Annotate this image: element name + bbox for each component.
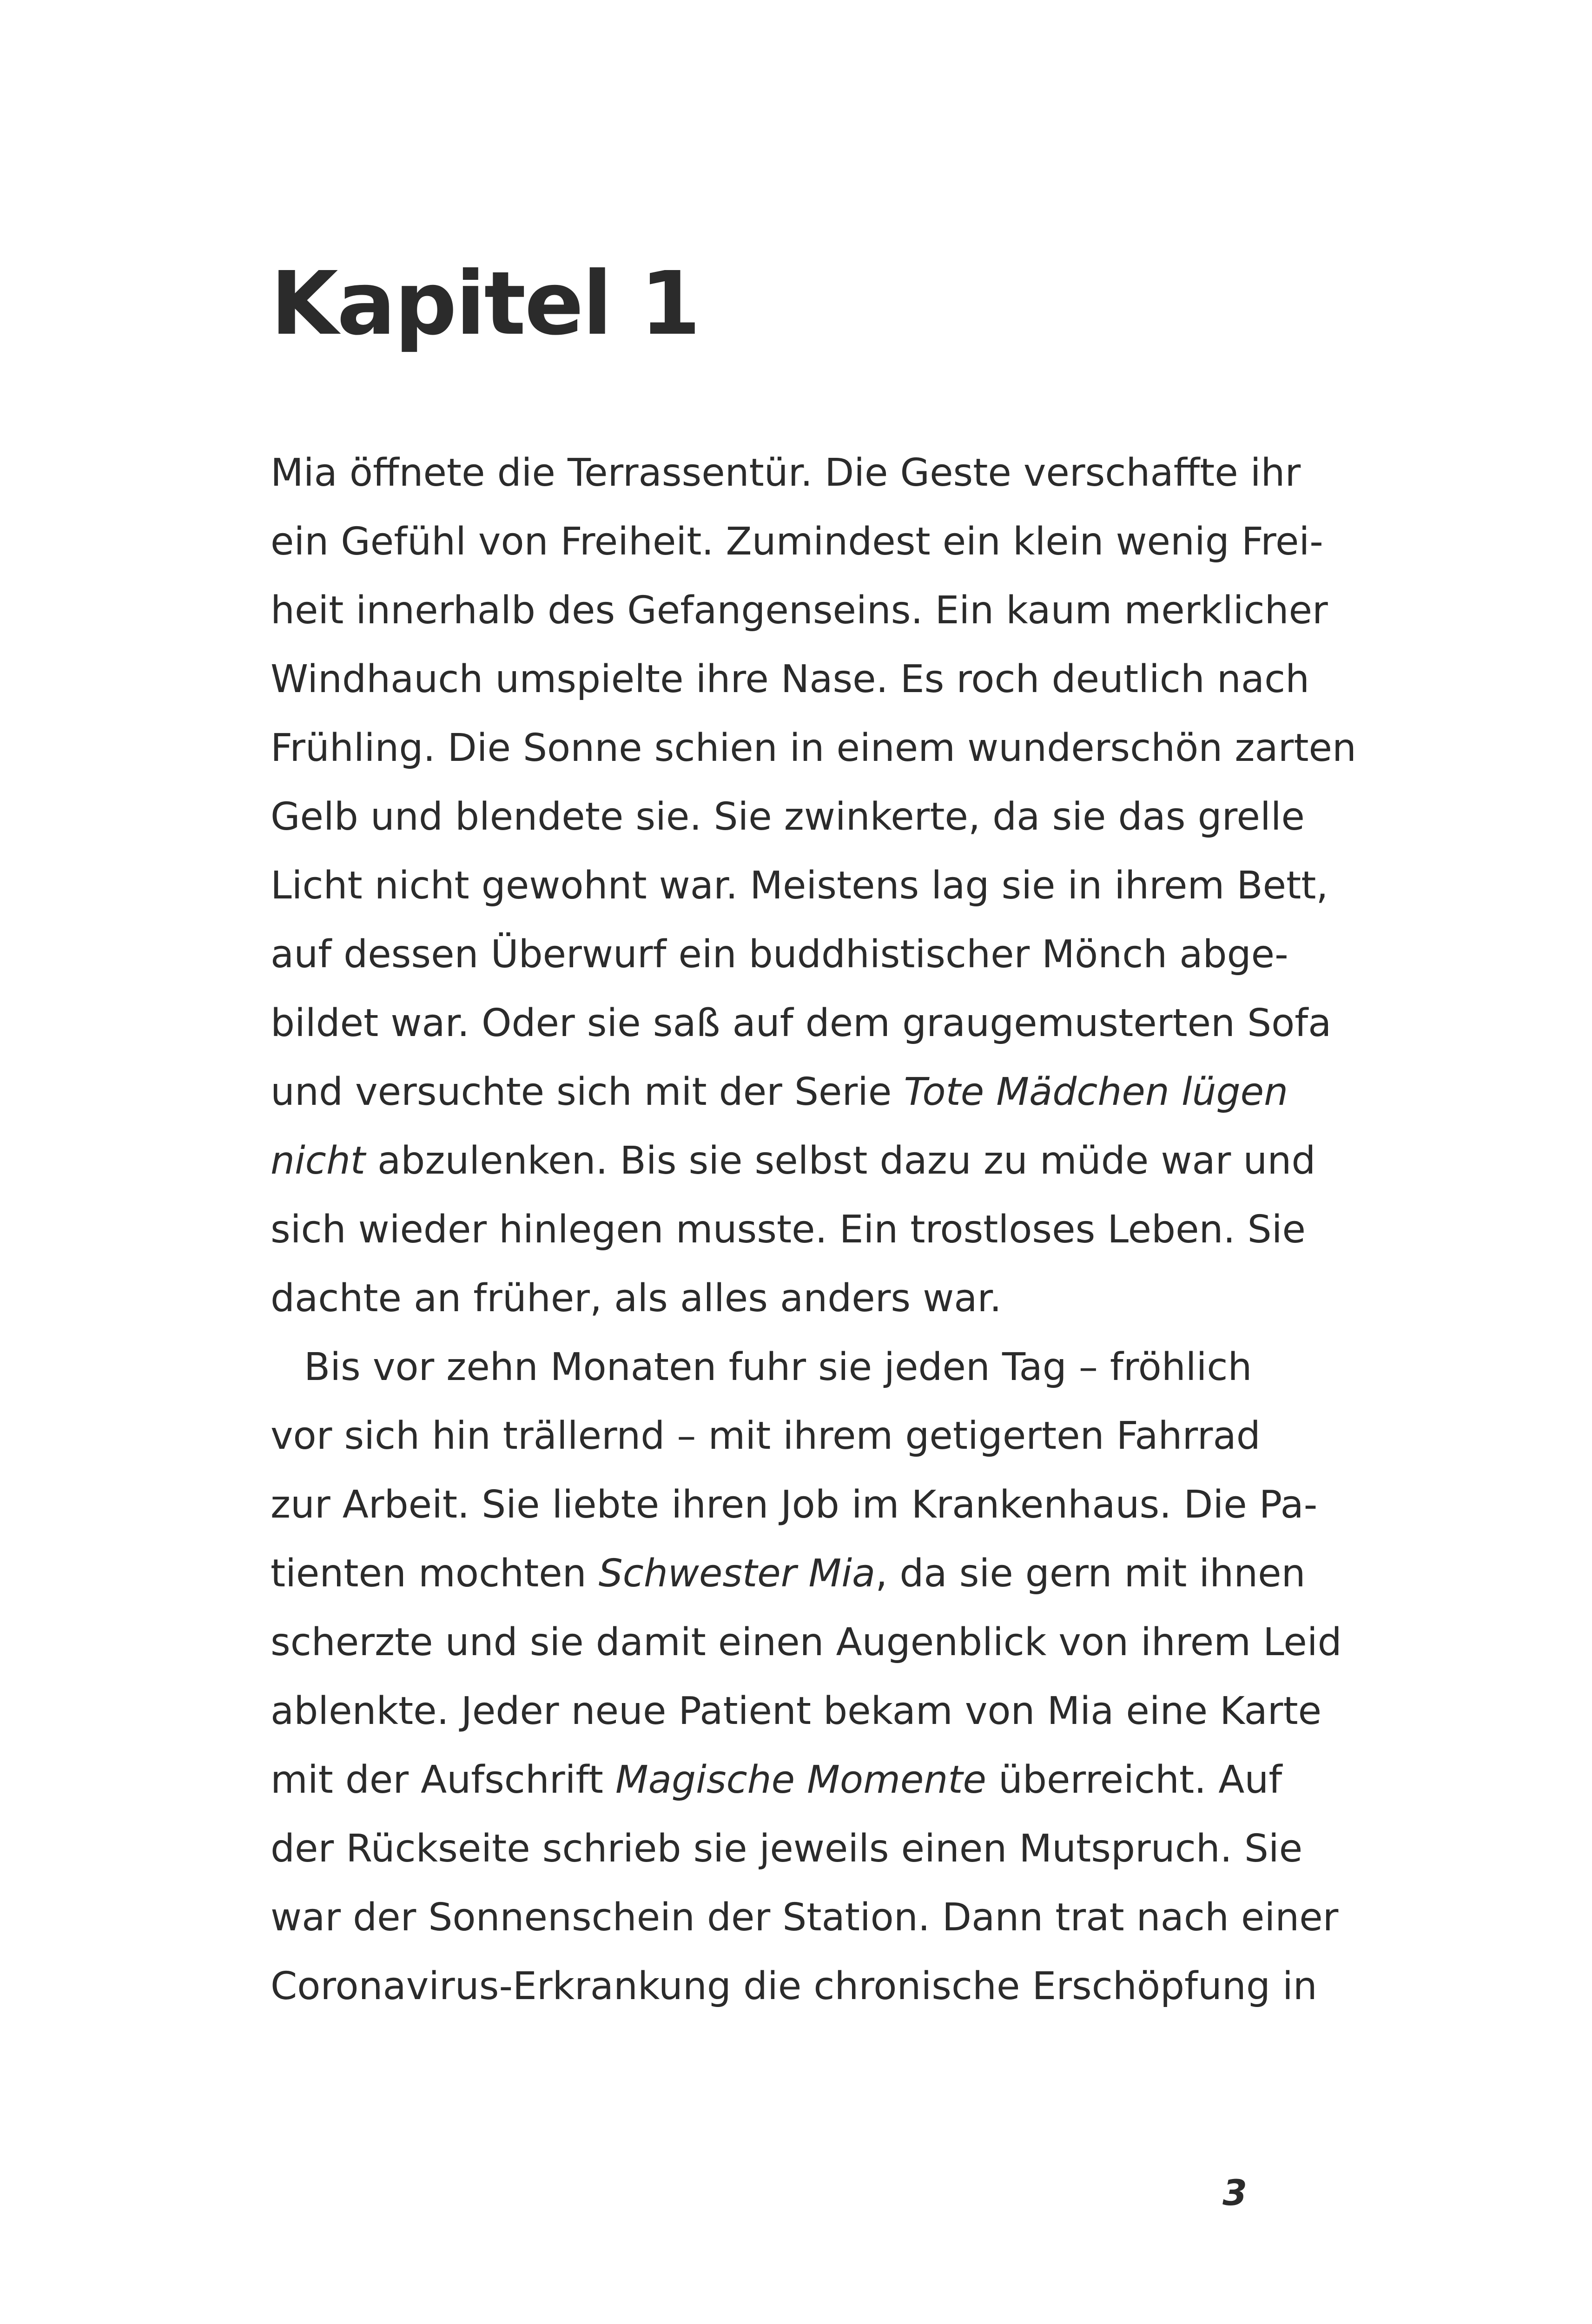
text-span: Bis vor zehn Monaten fuhr sie jeden Tag – fröhlich [304,1345,1252,1389]
text-line [271,1127,1316,1195]
italic-title: nicht [271,1139,365,1183]
text-line [271,1883,1339,1952]
text-line [271,1333,1252,1402]
text-span: vor sich hin trällernd – mit ihrem getigerten Fahrrad [271,1414,1261,1458]
italic-title: Magische Momente [615,1758,986,1802]
text-span: zur Arbeit. Sie liebte ihren Job im Krankenhaus. Die Pa- [271,1483,1318,1527]
text-span: überreicht. Auf [986,1758,1282,1802]
chapter-title: Kapitel 1 [271,253,700,355]
text-line [271,714,1356,783]
text-span: mit der Aufschrift [271,1758,616,1802]
page-number: 3 [1222,2172,1247,2213]
italic-name: Schwester Mia [598,1552,876,1596]
text-line [271,1608,1342,1677]
text-span: Frühling. Die Sonne schien in einem wunderschön zarten [271,726,1356,770]
text-span: ein Gefühl von Freiheit. Zumindest ein klein wenig Frei- [271,520,1323,564]
text-span: und versuchte sich mit der Serie [271,1070,904,1114]
text-line [271,1677,1322,1746]
paragraph-2 [271,1333,1342,2021]
text-span: Licht nicht gewohnt war. Meistens lag sie in ihrem Bett, [271,864,1328,908]
text-line [271,920,1288,989]
text-line [271,1746,1282,1815]
text-span: , da sie gern mit ihnen [875,1552,1306,1596]
text-line [271,1195,1306,1264]
text-line [271,508,1323,576]
text-line [271,1058,1288,1127]
text-span: Coronavirus-Erkrankung die chronische Erschöpfung in [271,1964,1317,2008]
text-line [271,1815,1303,1883]
text-span: scherzte und sie damit einen Augenblick von ihrem Leid [271,1620,1342,1664]
text-span: ablenkte. Jeder neue Patient bekam von Mia eine Karte [271,1689,1322,1733]
text-span: abzulenken. Bis sie selbst dazu zu müde war und [365,1139,1316,1183]
text-span: auf dessen Überwurf ein buddhistischer Mönch abge- [271,932,1288,977]
text-line [271,645,1310,714]
text-span: der Rückseite schrieb sie jeweils einen Mutspruch. Sie [271,1827,1303,1871]
text-line [271,1539,1306,1608]
text-line [271,576,1328,645]
paragraph-1 [271,439,1356,1333]
text-line [271,852,1328,920]
text-line [271,1952,1317,2021]
text-line [271,989,1332,1058]
text-span: Gelb und blendete sie. Sie zwinkerte, da sie das grelle [271,795,1305,839]
text-span: tienten mochten [271,1552,599,1596]
italic-title: Tote Mädchen lügen [904,1070,1288,1114]
text-span: Mia öffnete die Terrassentür. Die Geste verschaffte ihr [271,451,1301,495]
text-line [271,1402,1261,1471]
text-span: Windhauch umspielte ihre Nase. Es roch deutlich nach [271,657,1310,701]
text-span: bildet war. Oder sie saß auf dem graugemusterten Sofa [271,1001,1332,1045]
text-line [271,1264,1247,1333]
text-span: sich wieder hinlegen musste. Ein trostloses Leben. Sie [271,1208,1306,1252]
text-span: heit innerhalb des Gefangenseins. Ein kaum merklicher [271,588,1328,633]
text-span: dachte an früher, als alles anders war. [271,1276,1002,1320]
text-line [271,439,1301,508]
text-span: war der Sonnenschein der Station. Dann trat nach einer [271,1895,1339,1940]
text-line [271,1471,1318,1539]
text-line [271,783,1305,852]
body-text [271,439,1356,2021]
